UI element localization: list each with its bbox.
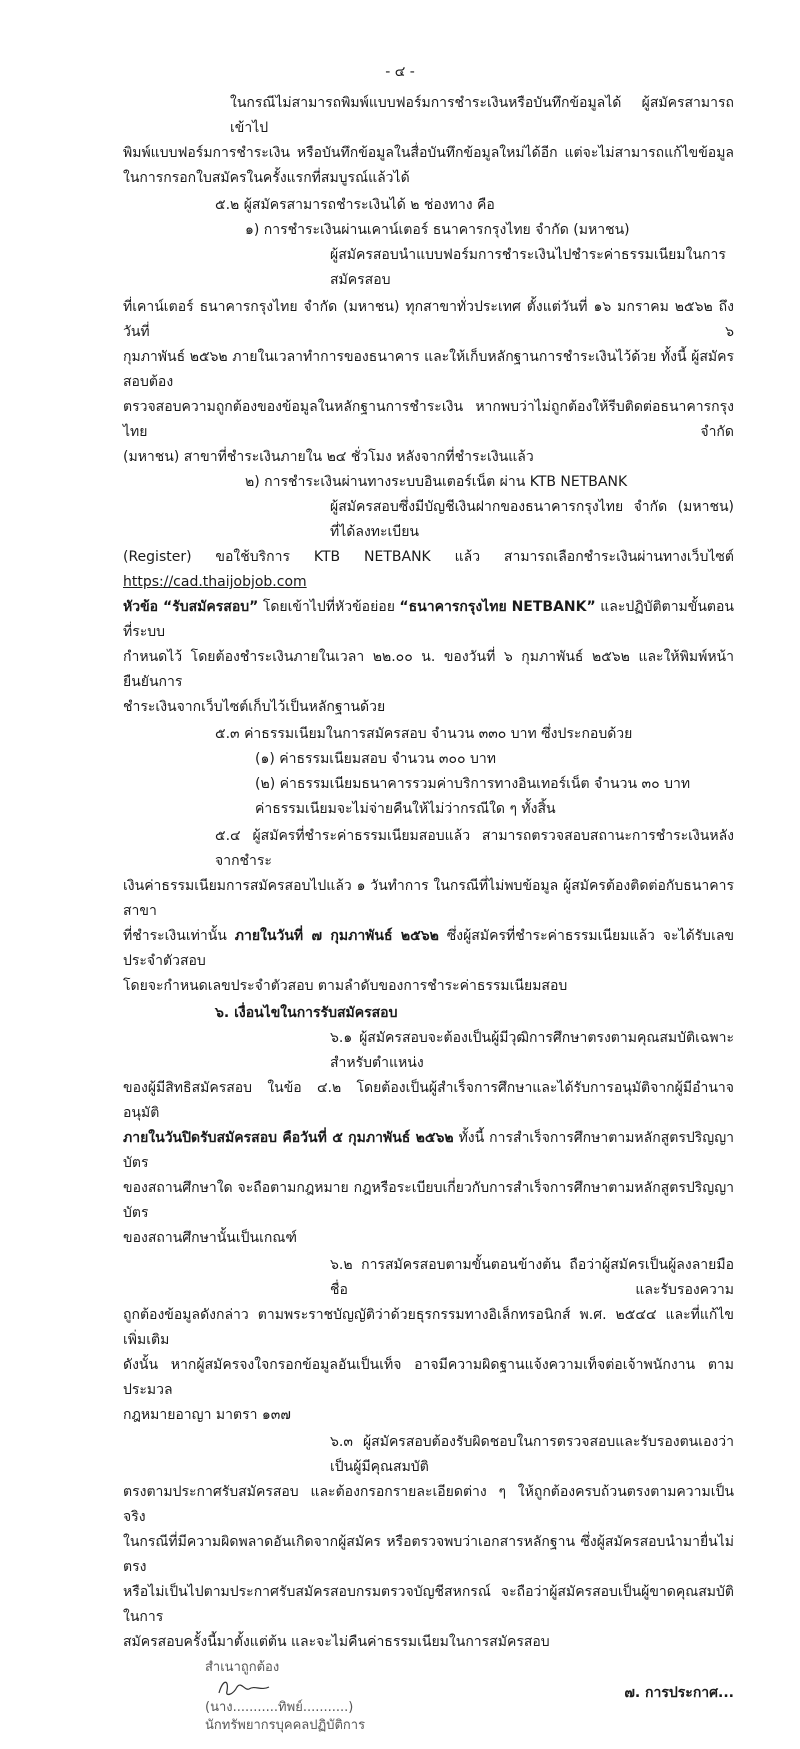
paragraph-line: ดังนั้น หากผู้สมัครจงใจกรอกข้อมูลอันเป็นเท็จ อาจมีความผิดฐานแจ้งความเท็จต่อเจ้าพนักงาน ตามประมวล xyxy=(123,1357,734,1398)
paragraph-line: เงินค่าธรรมเนียมการสมัครสอบไปแล้ว ๑ วันทำการ ในกรณีที่ไม่พบข้อมูล ผู้สมัครต้องติดต่อกับธนาคารสาขา xyxy=(123,878,734,919)
bold-text: “ธนาคารกรุงไทย NETBANK” xyxy=(399,599,596,615)
fee-item: (๒) ค่าธรรมเนียมธนาคารรวมค่าบริการทางอินเทอร์เน็ต จำนวน ๓๐ บาท xyxy=(255,776,691,792)
page-number: - ๔ - xyxy=(385,64,415,80)
paragraph-line: ตรวจสอบความถูกต้องของข้อมูลในหลักฐานการชำระเงิน หากพบว่าไม่ถูกต้องให้รีบติดต่อธนาคารกรุงไทย จำกัด xyxy=(123,399,734,440)
section-6-1: ๖.๑ ผู้สมัครสอบจะต้องเป็นผู้มีวุฒิการศึกษาตรงตามคุณสมบัติเฉพาะสำหรับตำแหน่ง xyxy=(330,1030,734,1071)
paragraph-line: ถูกต้องข้อมูลดังกล่าว ตามพระราชบัญญัติว่าด้วยธุรกรรมทางอิเล็กทรอนิกส์ พ.ศ. ๒๕๔๔ และที่แก้ไขเพิ่มเติม xyxy=(123,1307,734,1348)
section-5-3: ๕.๓ ค่าธรรมเนียมในการสมัครสอบ จำนวน ๓๓๐ บาท ซึ่งประกอบด้วย xyxy=(215,726,633,742)
paragraph-line: กำหนดไว้ โดยต้องชำระเงินภายในเวลา ๒๒.๐๐ น. ของวันที่ ๖ กุมภาพันธ์ ๒๕๖๒ และให้พิมพ์หน้ายืนยันการ xyxy=(123,649,734,690)
line-text: และปฏิบัติตามขั้นตอนที่ระบบ xyxy=(123,599,734,640)
paragraph-line: ในกรณีไม่สามารถพิมพ์แบบฟอร์มการชำระเงินหรือบันทึกข้อมูลได้ ผู้สมัครสามารถเข้าไป xyxy=(230,95,734,136)
fee-item: (๑) ค่าธรรมเนียมสอบ จำนวน ๓๐๐ บาท xyxy=(255,751,496,767)
paragraph-line: ของสถานศึกษานั้นเป็นเกณฑ์ xyxy=(123,1230,297,1246)
paragraph-line: ชำระเงินจากเว็บไซต์เก็บไว้เป็นหลักฐานด้วย xyxy=(123,699,386,715)
signature-scribble xyxy=(215,1677,275,1699)
paragraph-line: (มหาชน) สาขาที่ชำระเงินภายใน ๒๔ ชั่วโมง หลังจากที่ชำระเงินแล้ว xyxy=(123,449,534,465)
paragraph-line: โดยจะกำหนดเลขประจำตัวสอบ ตามลำดับของการชำระค่าธรรมเนียมสอบ xyxy=(123,978,568,994)
paragraph-line: ในกรณีที่มีความผิดพลาดอันเกิดจากผู้สมัคร หรือตรวจพบว่าเอกสารหลักฐาน ซึ่งผู้สมัครสอบนำมายื่นไม่ตรง xyxy=(123,1534,734,1575)
subsection-counter-payment: ๑) การชำระเงินผ่านเคาน์เตอร์ ธนาคารกรุงไทย จำกัด (มหาชน) xyxy=(245,222,630,238)
signer-name: (นาง...........ทิพย์...........) xyxy=(205,1700,354,1715)
certified-copy-stamp: สำเนาถูกต้อง xyxy=(205,1660,280,1675)
line-text: ซึ่งผู้สมัครที่ชำระค่าธรรมเนียมแล้ว จะได้รับเลขประจำตัวสอบ xyxy=(123,928,735,969)
paragraph-line: ที่เคาน์เตอร์ ธนาคารกรุงไทย จำกัด (มหาชน) ทุกสาขาทั่วประเทศ ตั้งแต่วันที่ ๑๖ มกราคม ๒๕๖๒ ถึงวันที่ ๖ xyxy=(123,299,734,340)
line-text: ที่ชำระเงินเท่านั้น xyxy=(123,928,235,944)
section-6-heading: ๖. เงื่อนไขในการรับสมัครสอบ xyxy=(215,1005,398,1021)
paragraph-line: กุมภาพันธ์ ๒๕๖๒ ภายในเวลาทำการของธนาคาร และให้เก็บหลักฐานการชำระเงินไว้ด้วย ทั้งนี้ ผู้สมัครสอบต้อง xyxy=(123,349,734,390)
paragraph-line: สมัครสอบครั้งนี้มาตั้งแต่ต้น และจะไม่คืนค่าธรรมเนียมในการสมัครสอบ xyxy=(123,1634,550,1650)
section-5-2: ๕.๒ ผู้สมัครสามารถชำระเงินได้ ๒ ช่องทาง คือ xyxy=(215,197,495,213)
paragraph-line: พิมพ์แบบฟอร์มการชำระเงิน หรือบันทึกข้อมูลในสื่อบันทึกข้อมูลใหม่ได้อีก แต่จะไม่สามารถแก้ไขข้อมูล xyxy=(123,145,734,161)
certification-block xyxy=(123,1659,734,1749)
line-text: โดยเข้าไปที่หัวข้อย่อย xyxy=(258,599,400,615)
document-body xyxy=(123,91,734,1749)
paragraph-line: ผู้สมัครสอบซึ่งมีบัญชีเงินฝากของธนาคารกรุงไทย จำกัด (มหาชน) ที่ได้ลงทะเบียน xyxy=(330,499,734,540)
line-text: (Register) ขอใช้บริการ KTB NETBANK แล้ว สามารถเลือกชำระเงินผ่านทางเว็บไซต์ xyxy=(123,549,734,565)
section-6-3: ๖.๓ ผู้สมัครสอบต้องรับผิดชอบในการตรวจสอบและรับรองตนเองว่าเป็นผู้มีคุณสมบัติ xyxy=(330,1434,734,1475)
paragraph-line: หรือไม่เป็นไปตามประกาศรับสมัครสอบกรมตรวจบัญชีสหกรณ์ จะถือว่าผู้สมัครสอบเป็นผู้ขาดคุณสมบัติในการ xyxy=(123,1584,734,1625)
continuation-marker: ๗. การประกาศ... xyxy=(624,1685,734,1701)
paragraph-line: ผู้สมัครสอบนำแบบฟอร์มการชำระเงินไปชำระค่าธรรมเนียมในการสมัครสอบ xyxy=(330,247,726,288)
paragraph-line xyxy=(123,545,734,595)
fee-note: ค่าธรรมเนียมจะไม่จ่ายคืนให้ไม่ว่ากรณีใด ๆ ทั้งสิ้น xyxy=(255,801,556,817)
paragraph-line: ในการกรอกใบสมัครในครั้งแรกที่สมบูรณ์แล้วได้ xyxy=(123,170,410,186)
paragraph-line: ของสถานศึกษาใด จะถือตามกฎหมาย กฎหรือระเบียบเกี่ยวกับการสำเร็จการศึกษาตามหลักสูตรปริญญาบัตร xyxy=(123,1180,734,1221)
subsection-netbank-payment: ๒) การชำระเงินผ่านทางระบบอินเตอร์เน็ต ผ่าน KTB NETBANK xyxy=(245,474,628,490)
line-text: ทั้งนี้ การสำเร็จการศึกษาตามหลักสูตรปริญญาบัตร xyxy=(123,1130,734,1171)
section-6-2: ๖.๒ การสมัครสอบตามขั้นตอนข้างต้น ถือว่าผู้สมัครเป็นผู้ลงลายมือชื่อ และรับรองความ xyxy=(330,1257,734,1298)
paragraph-line: กฎหมายอาญา มาตรา ๑๓๗ xyxy=(123,1407,291,1423)
bold-text: หัวข้อ “รับสมัครสอบ” xyxy=(123,599,259,615)
bold-text: ภายในวันปิดรับสมัครสอบ คือวันที่ ๕ กุมภาพันธ์ ๒๕๖๒ xyxy=(123,1130,454,1146)
section-5-4: ๕.๔ ผู้สมัครที่ชำระค่าธรรมเนียมสอบแล้ว สามารถตรวจสอบสถานะการชำระเงินหลังจากชำระ xyxy=(215,828,734,869)
bold-text: ภายในวันที่ ๗ กุมภาพันธ์ ๒๕๖๒ xyxy=(234,928,439,944)
paragraph-line xyxy=(123,1126,734,1176)
signer-title: นักทรัพยากรบุคคลปฏิบัติการ xyxy=(205,1718,366,1733)
paragraph-line xyxy=(123,924,734,974)
website-link[interactable]: https://cad.thaijobjob.com xyxy=(123,574,307,590)
paragraph-line xyxy=(123,595,734,645)
paragraph-line: ตรงตามประกาศรับสมัครสอบ และต้องกรอกรายละเอียดต่าง ๆ ให้ถูกต้องครบถ้วนตรงตามความเป็นจริง xyxy=(123,1484,734,1525)
paragraph-line: ของผู้มีสิทธิสมัครสอบ ในข้อ ๔.๒ โดยต้องเป็นผู้สำเร็จการศึกษาและได้รับการอนุมัติจากผู้มีอำนาจอนุมัติ xyxy=(123,1080,734,1121)
